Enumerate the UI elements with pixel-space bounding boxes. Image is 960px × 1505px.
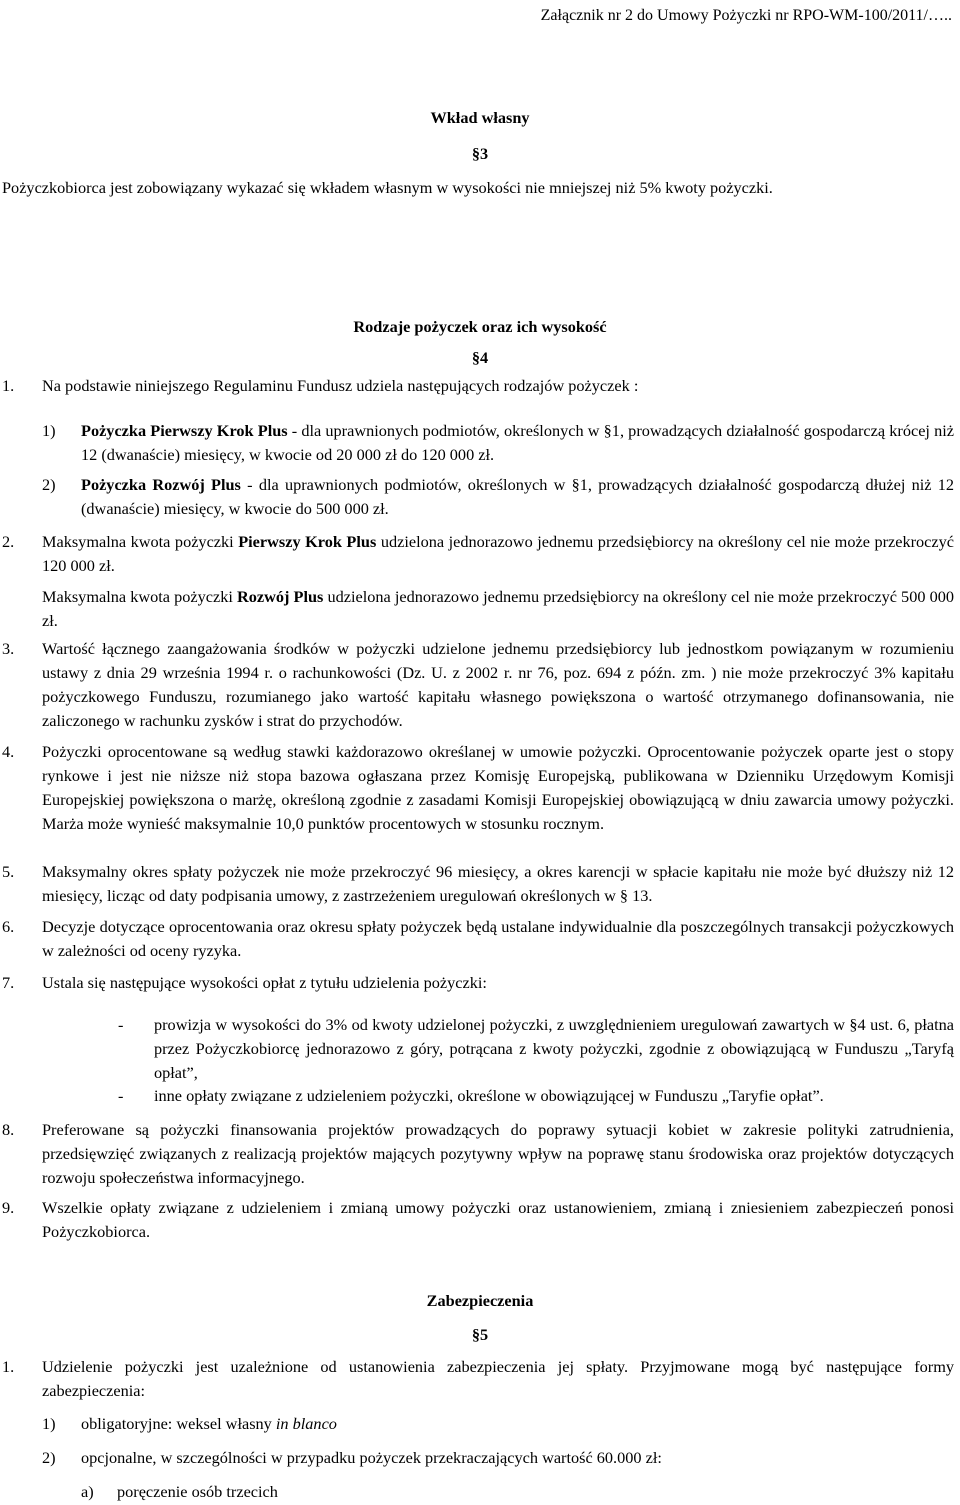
- security-1: [81, 1412, 954, 1436]
- s4-p2b-pre: Maksymalna kwota pożyczki: [42, 587, 237, 606]
- s4-p1-text: Na podstawie niniejszego Regulaminu Fundusz udziela następujących rodzajów pożyczek :: [42, 376, 639, 395]
- loan-type-2-text: - dla uprawnionych podmiotów, określonych w §1, prowadzących działalność gospodarczą dłużej niż 12 (dwanaście) miesięcy, w kwocie do 500 000 zł.: [81, 475, 955, 518]
- security-1-number: 1): [42, 1414, 56, 1433]
- security-2a-text: poręczenie osób trzecich: [117, 1482, 278, 1501]
- s4-p3-number: 3.: [2, 639, 15, 658]
- s4-p6-number: 6.: [2, 917, 15, 936]
- s4-p2-number: 2.: [2, 532, 15, 551]
- s5-p1-number: 1.: [2, 1357, 15, 1376]
- loan-type-2: [81, 473, 954, 521]
- s4-p2b-post: udzielona jednorazowo jednemu przedsiębiorcy na określony cel nie może przekroczyć 500 000 zł.: [42, 587, 954, 630]
- s4-p8-number: 8.: [2, 1120, 15, 1139]
- s4-p4-text: Pożyczki oprocentowane są według stawki każdorazowo określanej w umowie pożyczki. Oprocentowanie pożyczek oparte jest o stopy rynkowe i jest nie niższe niż stopa bazowa ogłaszana przez Komisję Europejską, publikowana w Dzienniku Urzędowym Komisji Europejskiej powiększona o marżę, określoną zgodnie z zasadami Komisji Europejskiej obowiązującą w dniu zawarcia umowy pożyczki. Marża może wynieść maksymalnie 10,0 punktów procentowych w stosunku rocznym.: [42, 742, 954, 833]
- security-1-italic: in blanco: [275, 1414, 337, 1433]
- section-5-title: Zabezpieczenia: [426, 1291, 534, 1310]
- s4-p2b-text: [42, 585, 954, 633]
- loan-type-2-name: Pożyczka Rozwój Plus: [81, 475, 241, 494]
- s4-p1-number: 1.: [2, 376, 15, 395]
- section-4-sign: §4: [471, 348, 489, 367]
- s4-p3-text: Wartość łącznego zaangażowania środków w pożyczki udzielone jednemu przedsiębiorcy lub jednostkom powiązanym w rozumieniu ustawy z dnia 29 września 1994 r. o rachunkowości (Dz. U. z 2002 r. nr 76, poz. 694 z późn. zm. ) nie może przekroczyć 3% kapitału pożyczkowego Funduszu, rozumianego jako wartość kapitału własnego powiększona o wartość otrzymanego dofinansowania, nie zaliczonego w rachunku zysków i strat do przychodów.: [42, 639, 954, 730]
- s4-p7-number: 7.: [2, 973, 15, 992]
- loan-type-1-name: Pożyczka Pierwszy Krok Plus: [81, 421, 288, 440]
- security-2-text: opcjonalne, w szczególności w przypadku pożyczek przekraczających wartość 60.000 zł:: [81, 1448, 662, 1467]
- loan-type-1-text: - dla uprawnionych podmiotów, określonych w §1, prowadzących działalność gospodarczą krócej niż 12 (dwanaście) miesięcy, w kwocie od 20 000 zł do 120 000 zł.: [81, 421, 954, 464]
- section-3-sign: §3: [471, 144, 489, 163]
- section-3-title: Wkład własny: [430, 108, 530, 127]
- security-2a-letter: a): [81, 1482, 94, 1501]
- fee-1-text: prowizja w wysokości do 3% od kwoty udzielonej pożyczki, z uwzględnieniem uregulowań zawartych w §4 ust. 6, płatna przez Pożyczkobiorcę jednorazowo z góry, potrącana z kwoty pożyczki, zgodnie z obowiązującą w Funduszu „Taryfą opłat”,: [154, 1015, 954, 1082]
- fee-2-text: inne opłaty związane z udzieleniem pożyczki, określone w obowiązującej w Funduszu „Taryfie opłat”.: [154, 1086, 824, 1105]
- s4-p9-number: 9.: [2, 1198, 15, 1217]
- s4-p7-text: Ustala się następujące wysokości opłat z tytułu udzielenia pożyczki:: [42, 973, 487, 992]
- s4-p9-text: Wszelkie opłaty związane z udzieleniem i zmianą umowy pożyczki oraz ustanowieniem, zmianą i zniesieniem zabezpieczeń ponosi Pożyczkobiorca.: [42, 1198, 954, 1241]
- s4-p6-text: Decyzje dotyczące oprocentowania oraz okresu spłaty pożyczek będą ustalane indywidualnie dla poszczególnych transakcji pożyczkowych w zależności od oceny ryzyka.: [42, 917, 954, 960]
- section-5-sign: §5: [471, 1325, 489, 1344]
- loan-type-2-number: 2): [42, 475, 56, 494]
- security-2-number: 2): [42, 1448, 56, 1467]
- s4-p2-pre: Maksymalna kwota pożyczki: [42, 532, 239, 551]
- s4-p2-loan-name: Pierwszy Krok Plus: [238, 532, 377, 551]
- s4-p2-text: [42, 530, 954, 578]
- s4-p2b-loan-name: Rozwój Plus: [236, 587, 324, 606]
- s4-p5-text: Maksymalny okres spłaty pożyczek nie może przekroczyć 96 miesięcy, a okres karencji w spłacie kapitału nie może być dłuższy niż 12 miesięcy, licząc od daty podpisania umowy, z zastrzeżeniem uregulowań określonych w § 13.: [42, 862, 954, 905]
- s5-p1-text: Udzielenie pożyczki jest uzależnione od ustanowienia zabezpieczenia jej spłaty. Przyjmowane mogą być następujące formy zabezpieczenia:: [42, 1357, 954, 1400]
- s4-p4-number: 4.: [2, 742, 15, 761]
- loan-type-1-number: 1): [42, 421, 56, 440]
- section-4-title: Rodzaje pożyczek oraz ich wysokość: [353, 317, 607, 336]
- s4-p8-text: Preferowane są pożyczki finansowania projektów prowadzących do poprawy sytuacji kobiet w zakresie polityki zatrudnienia, przedsięwzięć związanych z realizacją projektów mających pozytywny wpływ na poprawę stanu środowiska oraz projektów dotyczących rozwoju społeczeństwa informacyjnego.: [42, 1120, 954, 1187]
- loan-type-1: [81, 419, 954, 467]
- document-header: Załącznik nr 2 do Umowy Pożyczki nr RPO-WM-100/2011/…..: [540, 7, 952, 24]
- fee-2-dash: -: [118, 1086, 124, 1105]
- security-1-text: obligatoryjne: weksel własny: [81, 1414, 276, 1433]
- s4-p5-number: 5.: [2, 862, 15, 881]
- s4-p2-post: udzielona jednorazowo jednemu przedsiębiorcy na określony cel nie może przekroczyć 120 000 zł.: [42, 532, 954, 575]
- section-3-text: Pożyczkobiorca jest zobowiązany wykazać się wkładem własnym w wysokości nie mniejszej niż 5% kwoty pożyczki.: [2, 178, 773, 197]
- fee-1-dash: -: [118, 1015, 124, 1034]
